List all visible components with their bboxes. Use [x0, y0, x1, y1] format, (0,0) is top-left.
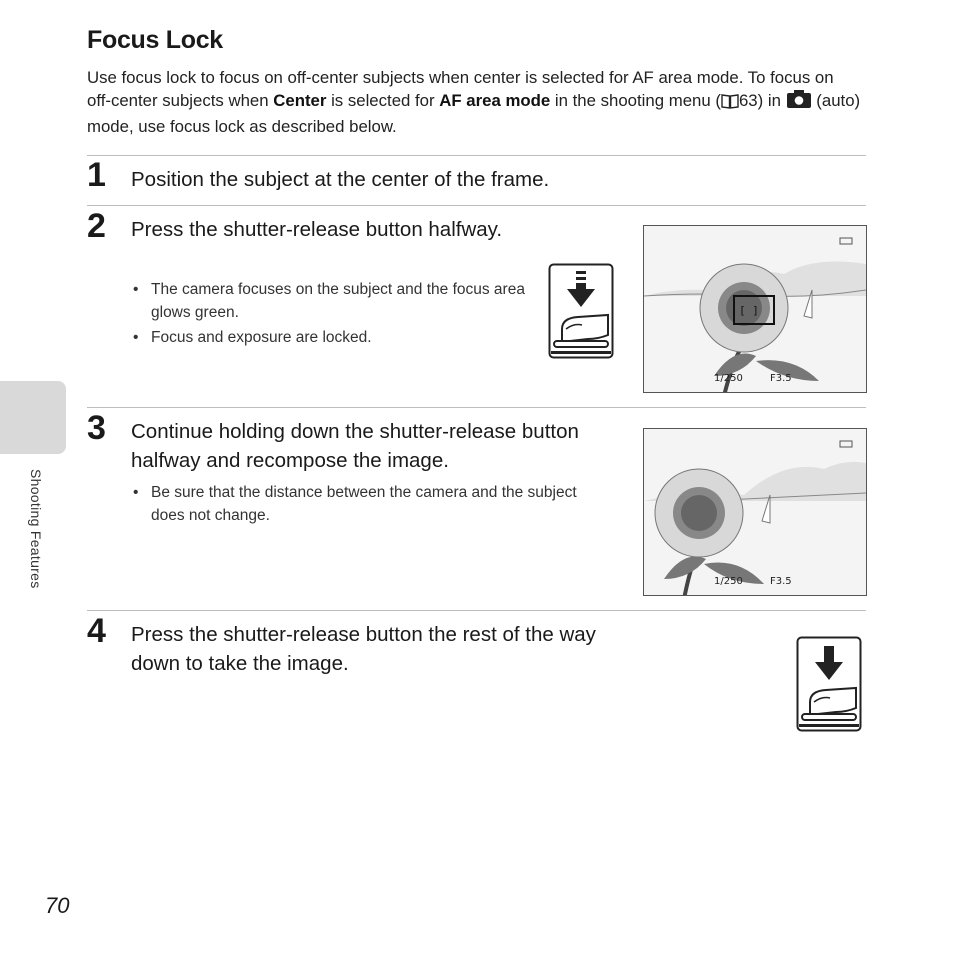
divider: [87, 155, 866, 156]
intro-text: (auto) mode, use focus lock as described below.: [87, 91, 861, 136]
section-side-tab: [0, 381, 66, 454]
divider: [87, 610, 866, 611]
reference-page-number: 63: [738, 91, 758, 110]
intro-text: Use focus lock to focus on off-center subjects when center is selected for AF area mode. To focus on off-center subjects when: [87, 68, 834, 110]
camera-auto-mode-icon: [786, 89, 812, 115]
step-number: 1: [87, 156, 106, 194]
step-text: Press the shutter-release button the rest of the way down to take the image.: [131, 623, 596, 675]
page-number: 70: [45, 893, 70, 918]
page-title: Focus Lock: [87, 26, 223, 54]
step-text: Position the subject at the center of the frame.: [131, 168, 550, 191]
bullet-item: • Be sure that the distance between the camera and the subject does not change.: [131, 481, 591, 527]
step-bullets: [131, 278, 536, 351]
intro-paragraph: [87, 66, 862, 138]
camera-screen-recomposed: [643, 428, 867, 596]
step-text: Continue holding down the shutter-release button halfway and recompose the image.: [131, 420, 579, 472]
step-text: Press the shutter-release button halfway.: [131, 218, 503, 241]
bullet-item: • Focus and exposure are locked.: [131, 326, 536, 349]
aperture-readout: F3.5: [770, 576, 792, 587]
shutter-speed-readout: 1/250: [714, 576, 743, 587]
shutter-full-press-icon: [796, 636, 862, 732]
intro-text: ) in: [757, 91, 786, 110]
bullet-item: • The camera focuses on the subject and the focus area glows green.: [131, 278, 536, 324]
step-number: 4: [87, 612, 106, 650]
book-reference-icon: [721, 92, 739, 115]
intro-text: is selected for: [326, 91, 440, 110]
step-number: 2: [87, 207, 106, 245]
sunflower: [655, 469, 743, 557]
center-term: Center: [273, 91, 327, 110]
intro-text: in the shooting menu (: [550, 91, 721, 110]
step-number: 3: [87, 409, 106, 447]
shutter-half-press-icon: [548, 263, 614, 359]
camera-screen-focus-locked: [643, 225, 867, 393]
shutter-speed-readout: 1/250: [714, 373, 743, 384]
step-bullets: [131, 481, 591, 529]
divider: [87, 407, 866, 408]
divider: [87, 205, 866, 206]
af-area-mode-term: AF area mode: [439, 91, 551, 110]
section-label: Shooting Features: [28, 469, 44, 589]
aperture-readout: F3.5: [770, 373, 792, 384]
svg-text:[ ]: [ ]: [739, 304, 759, 317]
